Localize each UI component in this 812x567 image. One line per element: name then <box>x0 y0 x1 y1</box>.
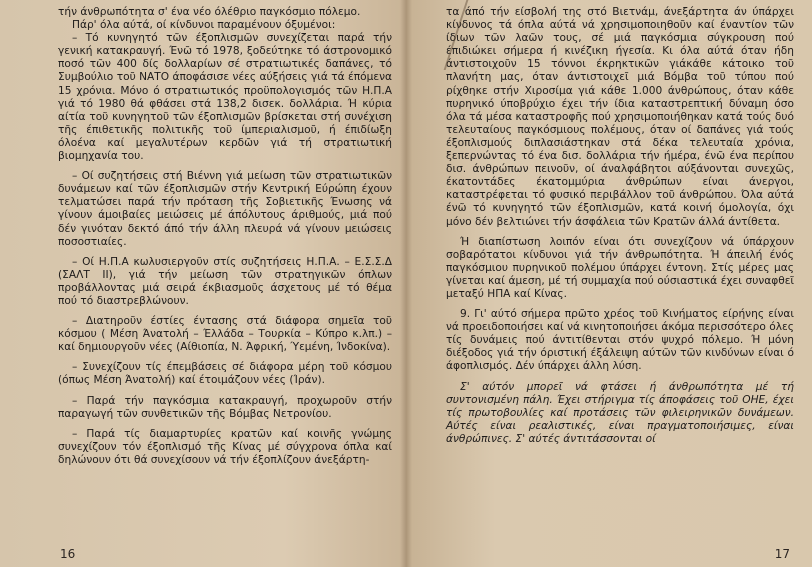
paragraph-italic: Σ' αύτόν μπορεῖ νά φτάσει ή άνθρωπότητα μέ τή συντονισμένη πάλη. Έχει στήριγμα τίς άποφάσεις τοῦ ΟΗΕ, έχει τίς πρωτοβουλίες καί προτάσεις τῶν φιλειρηνικῶν δυνάμεων. Αύτές είναι ρεαλιστικές, είναι πραγματοποιήσιμες, είναι άνθρώπινες. Σ' αύτές άντιτάσσονται οί <box>446 380 794 445</box>
left-page-text <box>58 6 392 467</box>
paragraph: Πάρ' όλα αύτά, οί κίνδυνοι παραμένουν όξυμένοι: <box>72 19 336 32</box>
paragraph: – Συνεχίζουν τίς έπεμβάσεις σέ διάφορα μέρη τοῦ κόσμου (όπως Μέση Άνατολή) καί έτοιμάζουν νέες (Ίράν). <box>58 361 392 387</box>
right-page <box>406 0 812 567</box>
right-page-text <box>446 6 794 446</box>
paragraph: – Παρά τίς διαμαρτυρίες κρατῶν καί κοινῆς γνώμης συνεχίζουν τόν έξοπλισμό τῆς Κίνας μέ σύγχρονα όπλα καί δηλώνουν ότι θά συνεχίσουν νά τήν έξοπλίζουν άνεξάρτη- <box>58 427 392 466</box>
paragraph-numbered: 9. Γι' αύτό σήμερα πρῶτο χρέος τοῦ Κινήματος είρήνης είναι νά προειδοποιήσει καί νά κινητοποιήσει άκόμα περισσότερο όλες τίς δυνάμεις πού άντιτίθενται στόν ψυχρό πόλεμο. Ή μόνη διέξοδος γιά τήν όριστική έξάλειψη αύτῶν τῶν κινδύνων είναι ό άφοπλισμός. Δέν ύπάρχει άλλη λύση. <box>446 308 794 373</box>
paragraph: τήν άνθρωπότητα σ' ένα νέο όλέθριο παγκόσμιο πόλεμο. <box>58 6 361 18</box>
page-number-left: 16 <box>60 547 76 561</box>
page-number-right: 17 <box>774 547 790 561</box>
paragraph: – Παρά τήν παγκόσμια κατακραυγή, προχωροῦν στήν παραγωγή τῶν συνθετικῶν τῆς Βόμβας Νετρονίου. <box>58 394 392 420</box>
paragraph: – Τό κυνηγητό τῶν έξοπλισμῶν συνεχίζεται παρά τήν γενική κατακραυγή. Ένῶ τό 1978, ξοδεύτηκε τό άστρονομικό ποσό τῶν 400 δίς δολλαρίων σέ στρατιωτικές δαπάνες, τό Συμβούλιο τοῦ ΝΑΤΟ άποφάσισε νέες αύξήσεις γιά τά έπόμενα 15 χρόνια. Μόνο ό στρατιωτικός προϋπολογισμός τῶν Η.Π.Α γιά τό 1980 θά φθάσει στά 138,2 δισεκ. δολλάρια. Ή κύρια αίτία τοῦ κυνηγητοῦ τῶν έξοπλισμῶν βρίσκεται στή συνέχιση τῆς έπιθετικῆς πολιτικῆς τοῦ ίμπεριαλισμοῦ, ή έπιδίωξη όλοένα καί μεγαλυτέρων κερδῶν γιά τή στρατιωτική βιομηχανία του. <box>58 32 392 163</box>
paragraph: Ή διαπίστωση λοιπόν είναι ότι συνεχίζουν νά ύπάρχουν σοβαρότατοι κίνδυνοι γιά τήν άνθρωπότητα. Ή άπειλή ένός παγκόσμιου πυρηνικοῦ πολέμου ύπάρχει έντονη. Στίς μέρες μας γίνεται καί άμεση, μέ τή συμμαχία πού ούσιαστικά έχει συναφθεῖ μεταξύ ΗΠΑ καί Κίνας. <box>446 235 794 300</box>
paragraph: – Οί Η.Π.Α κωλυσιεργοῦν στίς συζητήσεις Η.Π.Α. – Ε.Σ.Σ.Δ (ΣΑΛΤ ΙΙ), γιά τήν μείωση τῶν στρατηγικῶν όπλων προβάλλοντας μιά σειρά έκβιασμοῦς άσχετους μέ τό θέμα πού τό διαστρεβλώνουν. <box>58 255 392 307</box>
paragraph: – Διατηροῦν έστίες έντασης στά διάφορα σημεῖα τοῦ κόσμου ( Μέση Άνατολή – Έλλάδα – Τουρκία – Κύπρο κ.λπ.) – καί δημιουργοῦν νέες (Αίθιοπία, Ν. Άφρική, Ύεμένη, Ίνδοκίνα). <box>58 315 392 354</box>
paragraph: τα άπό τήν είσβολή της στό Βιετνάμ, άνεξάρτητα άν ύπάρχει κίνδυνος τά όπλα αύτά νά χρησιμοποιηθοῦν καί έναντίον τῶν ίδιων τῶν λαῶν τους, σέ μιά παγκόσμια σύγκρουση πού έπιδιώκει σήμερα ή κινέζικη ήγεσία. Κι όλα αύτά όταν ήδη άντιστοιχοῦν 15 τόννοι έκρηκτικῶν γιάκάθε κάτοικο τοῦ πλανήτη μας, όταν άντιστοιχεῖ μιά Βόμβα τοῦ τύπου πού ρίχθηκε στήν Χιροσίμα γιά κάθε 1.000 άνθρώπους, όταν κάθε πυρηνικό ύποβρύχιο έχει τήν ίδια καταστρεπτική δύναμη όσο όλα τά μέσα καταστροφῆς πού χρησιμοποιήθηκαν κατά τούς δυό τελευταίους παγκόσμιους πολέμους, όταν οί δαπάνες γιά τούς έξοπλισμούς διπλασιάστηκαν στά δέκα τελευταία χρόνια, ξεπερνώντας τό ένα δισ. δολλάρια τήν ήμέρα, ένῶ ένα περίπου δισ. άνθρώπων πεινοῦν, οί άναλφάβητοι αύξάνονται συνεχῶς, έκατοντάδες έκατομμύρια άνθρώπων είναι άνεργοι, καταστρέφεται τό φυσικό περιβάλλον τοῦ άνθρώπου. Όλα αύτά ένῶ τό κυνηγητό τῶν έξοπλισμῶν, κατά κοινή όμολογία, όχι μόνο δέν βελτιώνει τήν άσφάλεια τῶν Κρατῶν άλλά άντίθετα. <box>446 6 794 228</box>
paragraph: – Οί συζητήσεις στή Βιέννη γιά μείωση τῶν στρατιωτικῶν δυνάμεων καί τῶν έξοπλισμῶν στήν Κεντρική Εύρώπη έχουν τελματώσει παρά τήν πρόταση τῆς Σοβιετικῆς Ένωσης νά γίνουν άμοιβαίες μειώσεις μέ άπόλυτους άριθμούς, μιά πού δέν γινόταν δεκτό άπό τήν άλλη πλευρά νά γίνουν μειώσεις ποσοστιαίες. <box>58 170 392 248</box>
